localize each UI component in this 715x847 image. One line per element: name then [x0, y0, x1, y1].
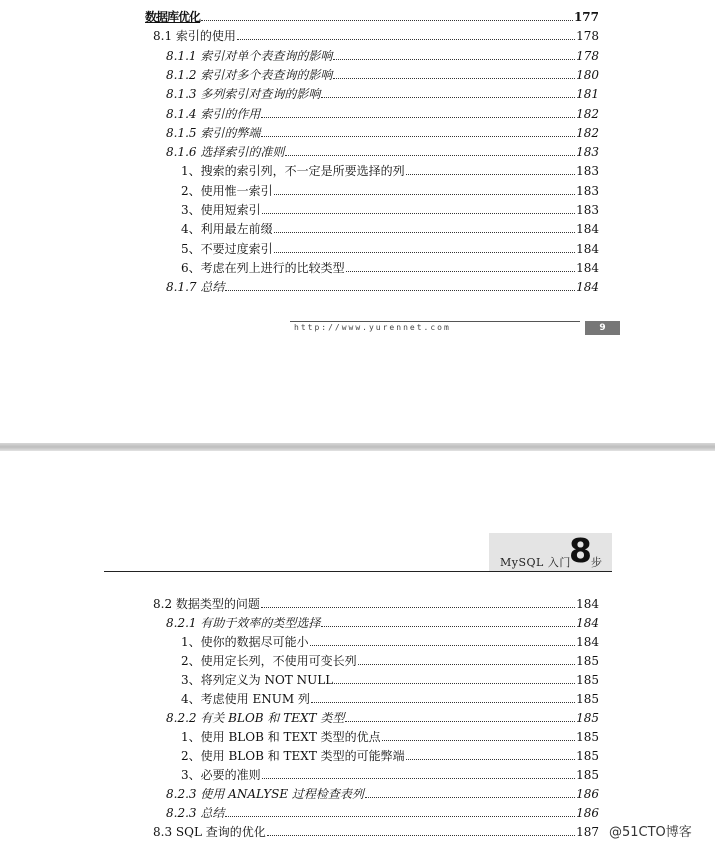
- toc-entry-page: 185: [576, 654, 599, 668]
- toc-entry[interactable]: [181, 198, 599, 217]
- toc-entry-page: 187: [576, 825, 599, 839]
- toc-leader-dots: [365, 796, 575, 798]
- toc-entry[interactable]: [153, 820, 599, 839]
- toc-leader-dots: [311, 701, 575, 703]
- toc-entry-title: 3、将列定义为 NOT NULL: [181, 673, 334, 687]
- toc-entry-page: 182: [576, 106, 599, 121]
- toc-entry-page: 184: [576, 597, 599, 611]
- toc-entry[interactable]: [166, 102, 599, 121]
- toc-leader-dots: [333, 58, 575, 60]
- header-title-tail: 步: [591, 556, 602, 569]
- toc-entry-page: 184: [576, 616, 599, 630]
- toc-entry-title: 2、使用惟一索引: [181, 183, 273, 198]
- toc-entry[interactable]: [181, 217, 599, 236]
- page-separator: [0, 443, 715, 451]
- toc-leader-dots: [201, 19, 573, 21]
- toc-entry[interactable]: [166, 121, 599, 140]
- toc-leader-dots: [261, 135, 575, 137]
- toc-leader-dots: [262, 212, 575, 214]
- toc-entry[interactable]: [181, 649, 599, 668]
- toc-entry[interactable]: [166, 275, 599, 294]
- toc-entry[interactable]: [166, 140, 599, 159]
- toc-entry-page: 185: [576, 749, 599, 763]
- toc-entry-title: 8.1.1 索引对单个表查询的影响: [166, 48, 333, 63]
- toc-entry[interactable]: [166, 801, 599, 820]
- toc-entry-title: 8.2.3 总结: [166, 806, 225, 820]
- toc-entry-page: 181: [576, 87, 599, 102]
- toc-entry-page: 184: [576, 280, 599, 295]
- toc-leader-dots: [358, 663, 575, 665]
- site-watermark: @51CTO博客: [609, 825, 692, 840]
- toc-entry[interactable]: [166, 782, 599, 801]
- header-chapter-number: 8: [569, 531, 592, 570]
- toc-entry-page: 184: [576, 260, 599, 275]
- toc-entry[interactable]: [181, 725, 599, 744]
- footer-rule: [290, 321, 580, 322]
- toc-leader-dots: [285, 154, 575, 156]
- toc-entry-title: 3、使用短索引: [181, 203, 261, 217]
- toc-entry[interactable]: [181, 630, 599, 649]
- toc-entry[interactable]: [181, 763, 599, 782]
- toc-entry-title: 4、利用最左前缀: [181, 222, 273, 237]
- toc-entry-title: 1、搜索的索引列，不一定是所要选择的列: [181, 164, 405, 179]
- header-rule: [104, 571, 612, 572]
- toc-entry-title: 2、使用定长列，不使用可变长列: [181, 654, 357, 668]
- toc-entry-title: 8.1.5 索引的弊端: [166, 125, 261, 140]
- toc-entry-title: 8.2.2 有关 BLOB 和 TEXT 类型: [166, 711, 345, 725]
- toc-entry-title: 数据库优化: [145, 10, 201, 24]
- toc-entry[interactable]: [153, 24, 599, 43]
- toc-entry-title: 2、使用 BLOB 和 TEXT 类型的可能弊端: [181, 749, 405, 763]
- toc-entry-title: 1、使用 BLOB 和 TEXT 类型的优点: [181, 730, 381, 744]
- toc-entry-page: 184: [576, 241, 599, 256]
- toc-entry[interactable]: [166, 82, 599, 101]
- toc-leader-dots: [346, 270, 575, 272]
- toc-entry[interactable]: [181, 237, 599, 256]
- toc-entry-title: 8.1.6 选择索引的准则: [166, 145, 285, 160]
- toc-entry-page: 185: [576, 692, 599, 706]
- toc-entry-title: 8.1.7 总结: [166, 280, 225, 295]
- toc-entry[interactable]: [166, 63, 599, 82]
- toc-leader-dots: [345, 720, 575, 722]
- toc-leader-dots: [321, 96, 575, 98]
- toc-leader-dots: [267, 834, 575, 836]
- toc-entry-title: 5、不要过度索引: [181, 241, 273, 256]
- toc-entry[interactable]: [181, 159, 599, 178]
- toc-leader-dots: [274, 231, 575, 233]
- document-page-2: [0, 451, 715, 847]
- footer-url: http://www.yurennet.com: [294, 323, 451, 332]
- toc-entry[interactable]: [166, 611, 599, 630]
- toc-entry-title: 8.1.2 索引对多个表查询的影响: [166, 67, 333, 82]
- toc-leader-dots: [237, 38, 575, 40]
- page-footer: [290, 321, 620, 335]
- toc-entry-page: 183: [576, 203, 599, 217]
- toc-leader-dots: [261, 116, 575, 118]
- toc-leader-dots: [310, 644, 575, 646]
- toc-entry-title: 3、必要的准则: [181, 768, 261, 782]
- toc-entry-title: 8.2.1 有助于效率的类型选择: [166, 616, 321, 630]
- toc-entry[interactable]: [181, 744, 599, 763]
- toc-entry-page: 185: [576, 730, 599, 744]
- toc-entry[interactable]: [153, 592, 599, 611]
- toc-entry-title: 8.2.3 使用 ANALYSE 过程检查表列: [166, 787, 364, 801]
- toc-leader-dots: [274, 251, 575, 253]
- toc-entry-page: 180: [576, 67, 599, 82]
- toc-leader-dots: [261, 606, 575, 608]
- toc-entry-page: 177: [573, 10, 599, 24]
- toc-entry-page: 183: [576, 183, 599, 198]
- toc-entry-page: 183: [576, 145, 599, 160]
- toc-leader-dots: [262, 777, 575, 779]
- toc-entry-page: 184: [576, 635, 599, 649]
- toc-entry-title: 8.3 SQL 查询的优化: [153, 825, 266, 839]
- toc-leader-dots: [225, 815, 575, 817]
- toc-leader-dots: [333, 77, 575, 79]
- toc-entry-title: 4、考虑使用 ENUM 列: [181, 692, 310, 706]
- toc-leader-dots: [321, 625, 575, 627]
- toc-entry-page: 185: [576, 711, 599, 725]
- toc-leader-dots: [334, 682, 575, 684]
- toc-entry-page: 185: [576, 768, 599, 782]
- page-number: 9: [585, 321, 620, 335]
- toc-entry-page: 185: [576, 673, 599, 687]
- toc-entry-title: 8.2 数据类型的问题: [153, 597, 260, 611]
- toc-entry[interactable]: [181, 687, 599, 706]
- toc-entry-page: 186: [576, 806, 599, 820]
- toc-entry[interactable]: [181, 668, 599, 687]
- toc-entry-page: 182: [576, 125, 599, 140]
- toc-entry-page: 178: [576, 48, 599, 63]
- toc-entry-title: 6、考虑在列上进行的比较类型: [181, 260, 345, 275]
- toc-entry[interactable]: [166, 44, 599, 63]
- toc-entry-page: 178: [576, 29, 599, 44]
- toc-entry-title: 8.1.4 索引的作用: [166, 106, 261, 121]
- toc-leader-dots: [406, 173, 575, 175]
- toc-leader-dots: [274, 193, 575, 195]
- header-book-title: MySQL 入门: [500, 556, 571, 569]
- toc-entry-title: 8.1 索引的使用: [153, 29, 236, 44]
- toc-entry-page: 186: [576, 787, 599, 801]
- toc-leader-dots: [382, 739, 575, 741]
- toc-leader-dots: [406, 758, 575, 760]
- toc-entry[interactable]: [145, 5, 599, 24]
- toc-entry[interactable]: [181, 179, 599, 198]
- toc-entry[interactable]: [181, 256, 599, 275]
- toc-entry-page: 184: [576, 222, 599, 237]
- toc-entry-title: 8.1.3 多列索引对查询的影响: [166, 87, 321, 102]
- toc-entry[interactable]: [166, 706, 599, 725]
- toc-entry-title: 1、使你的数据尽可能小: [181, 635, 309, 649]
- toc-entry-page: 183: [576, 164, 599, 179]
- toc-leader-dots: [225, 289, 575, 291]
